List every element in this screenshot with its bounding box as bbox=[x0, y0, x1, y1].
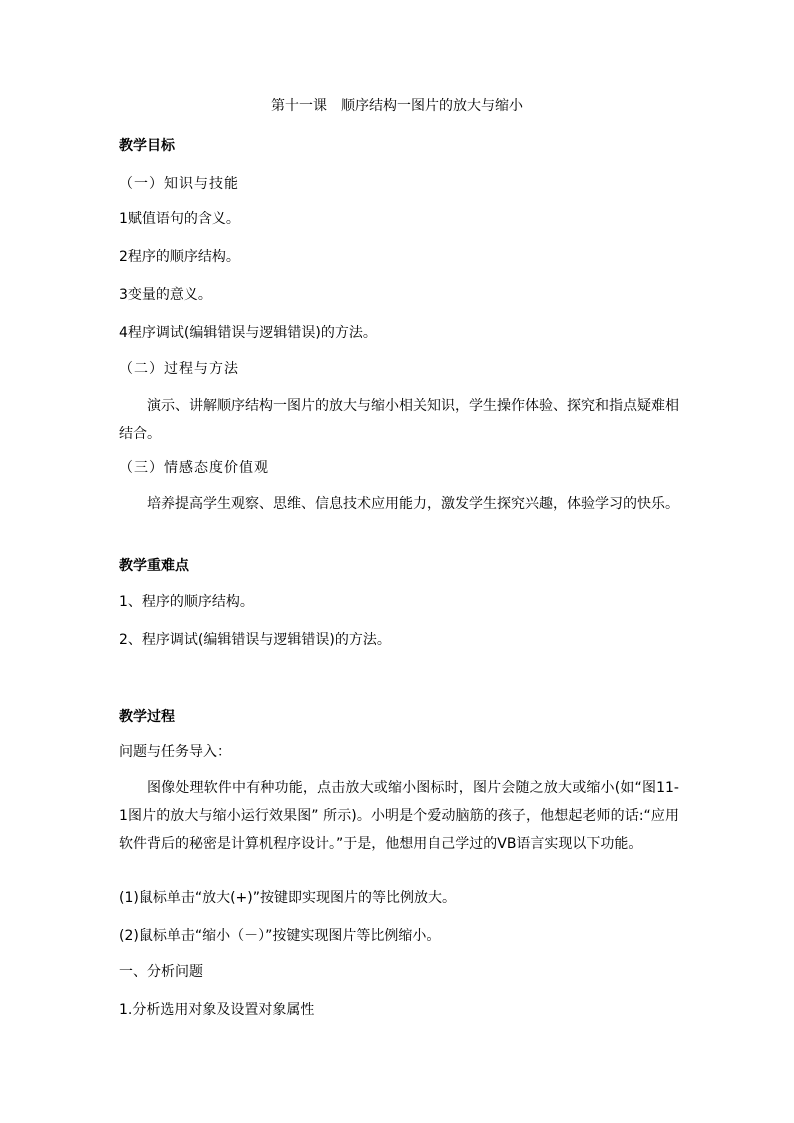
values-subheading: （三）情感态度价值观 bbox=[119, 460, 269, 476]
teaching-process-heading: 教学过程 bbox=[119, 709, 175, 725]
analysis-item-1: 1.分析选用对象及设置对象属性 bbox=[119, 1002, 315, 1018]
task-item-1: (1)鼠标单击“放大(+)”按键即实现图片的等比例放大。 bbox=[119, 890, 456, 906]
intro-label: 问题与任务导入： bbox=[119, 744, 231, 760]
knowledge-item-3: 3变量的意义。 bbox=[119, 287, 212, 303]
key-point-1: 1、程序的顺序结构。 bbox=[119, 594, 254, 610]
document-title: 第十一课 顺序结构一图片的放大与缩小 bbox=[271, 98, 523, 114]
knowledge-subheading: （一）知识与技能 bbox=[119, 176, 239, 192]
knowledge-item-2: 2程序的顺序结构。 bbox=[119, 249, 240, 265]
key-point-2: 2、程序调试(编辑错误与逻辑错误)的方法。 bbox=[119, 632, 391, 648]
knowledge-item-1: 1赋值语句的含义。 bbox=[119, 211, 240, 227]
process-method-paragraph: 演示、讲解顺序结构一图片的放大与缩小相关知识，学生操作体验、探究和指点疑难相结合。 bbox=[119, 398, 679, 442]
values-paragraph: 培养提高学生观察、思维、信息技术应用能力，激发学生探究兴趣，体验学习的快乐。 bbox=[147, 496, 679, 512]
goals-heading: 教学目标 bbox=[119, 138, 175, 154]
analysis-heading: 一、分析问题 bbox=[119, 964, 203, 980]
task-item-2: (2)鼠标单击“缩小（－）”按键实现图片等比例缩小。 bbox=[119, 928, 441, 944]
process-method-subheading: （二）过程与方法 bbox=[119, 361, 239, 377]
intro-paragraph: 图像处理软件中有种功能，点击放大或缩小图标时，图片会随之放大或缩小(如“图11-1图片的放大与缩小运行效果图” 所示)。小明是个爱动脑筋的孩子，他想起老师的话:“应用软件背后的秘密是计算机程序设计。”于是，他想用自己学过的VB语言实现以下功能。 bbox=[119, 780, 679, 852]
key-points-heading: 教学重难点 bbox=[119, 558, 189, 574]
knowledge-item-4: 4程序调试(编辑错误与逻辑错误)的方法。 bbox=[119, 325, 377, 341]
